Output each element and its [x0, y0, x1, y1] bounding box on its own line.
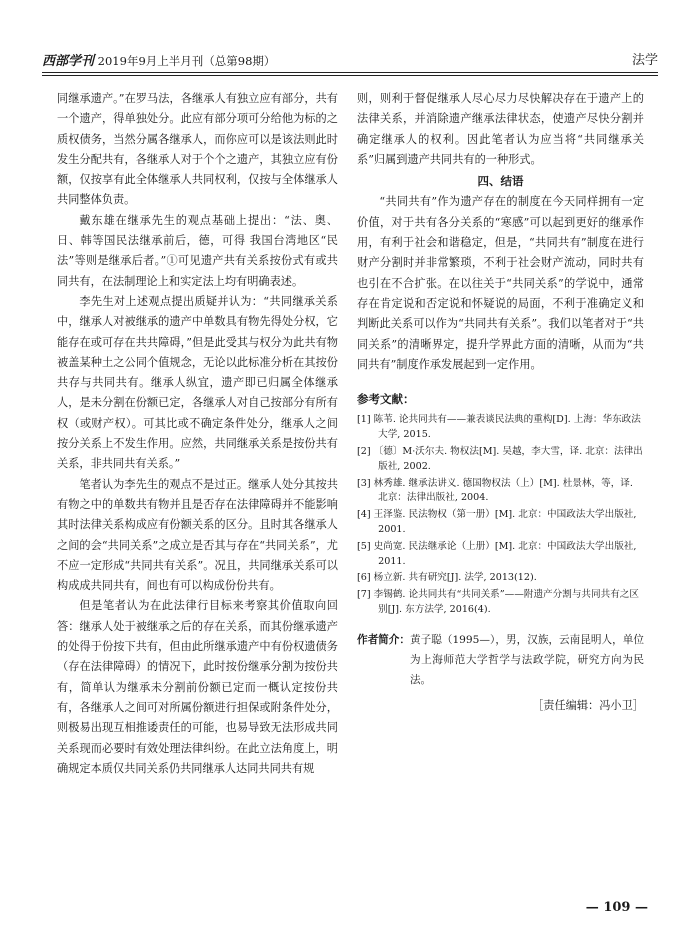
- reference-item: [5] 史尚宽. 民法继承论（上册）[M]. 北京：中国政法大学出版社, 2011.: [357, 540, 637, 567]
- reference-item: [4] 王泽鉴. 民法物权（第一册）[M]. 北京：中国政法大学出版社, 2001.: [357, 509, 637, 536]
- header-rule-thin: [42, 75, 658, 76]
- reference-item: [3] 林秀雄. 继承法讲义. 德国物权法（上）[M]. 杜景林，等，译. 北京：法律出版社, 2004.: [357, 477, 633, 504]
- page-number: — 109 —: [585, 900, 648, 915]
- issue-info: 2019年9月上半月刊（总第98期）: [97, 54, 276, 68]
- reference-item: [6] 杨立新. 共有研究[J]. 法学, 2013(12).: [357, 572, 537, 584]
- reference-item: [1] 陈苇. 论共同共有——兼表谈民法典的重构[D]. 上海：华东政法大学, 2015.: [357, 414, 641, 441]
- journal-name: 西部学刊: [42, 54, 95, 69]
- author-label: 作者简介：: [357, 633, 410, 646]
- left-paragraph-2: 戴东雄在继承先生的观点基础上提出：“法、奥、日、韩等国民法继承前后，德，可得 我国台湾地区“民法”等则是继承后者。”①可见遗产共有关系按份式有或共同共有，在法制理论上和实定法上均有明确表述。: [57, 213, 338, 288]
- left-column: [57, 89, 338, 849]
- reference-item: [2] 〔德〕M·沃尔夫. 物权法[M]. 吴越，李大雪，译. 北京：法律出版社, 2002.: [357, 446, 643, 472]
- section-heading-conclusion: 四、结语: [477, 174, 524, 189]
- left-paragraph-5: 但是笔者认为在此法律行目标来考察其价值取向回答：继承人处于被继承之后的存在关系，而其份继承遗产的处得于份按下共有，但由此所继承遗产中有份权遗债务（存在法律障碍）的情况下，此时按份继承分割为按份共有，简单认为继承未分割前份额已定而一概认定按份共有，各继承人之间可对所属份额进行担保或附条件处分，则极易出现互相推诿责任的可能，也易导致无法形成共同关系现而必要时有效处理法律纠纷。在此立法角度上，明确规定本质仅共同关系仍共同继承人达同共同共有规: [57, 599, 338, 775]
- left-paragraph-4: 笔者认为李先生的观点不是过正。继承人处分其按共有物之中的单数共有物并且是否存在法律障碍并不能影响其时法律关系构成应有份额关系的区分。且时其各继承人之间的会“共同关系”之成立是否其与存在“共同关系”，尤不应一定形成“共同共有关系”。况且，共同继承关系可以构成成共同共有，间也有可以构成份份共有。: [57, 477, 338, 593]
- left-paragraph-1: 同继承遗产。”在罗马法，各继承人有独立应有部分，共有一个遗产，得单独处分。此应有部分项可分给他为标的之质权债务，当然分属各继承人，而你应可以是该法则此时发生分配共有，各继承人对于个个之遗产，其独立应有份额，仅按享有此全体继承人共同权利，仅按与全体继承人共同整体负责。: [57, 92, 338, 207]
- right-paragraph-2: “共同共有”作为遗产存在的制度在今天同样拥有一定价值，对于共有各分关系的“寒感”可以起到更好的继承作用，有利于社会和谐稳定，但是，“共同共有”制度在进行财产分割时并非常繁琐，不利于社会财产流动，同时共有也引在不合扩张。在以往关于“共同关系”的学说中，通常存在肯定说和否定说和怀疑说的局面，不利于准确定义和判断此关系可以作为“共同共有关系”。我们以笔者对于“共同关系”的清晰界定，提升学界此方面的清晰，从而为“共同共有”制度作承发展起到一定作用。: [357, 195, 644, 371]
- header-section: 法学: [631, 53, 658, 68]
- references-title: 参考文献：: [357, 392, 415, 407]
- reference-item: [7] 李锡鹤. 论共同共有“共同关系”——附遗产分割与共同共有之区别[J]. 东方法学, 2016(4).: [357, 589, 639, 616]
- right-paragraph-1: 则，则利于督促继承人尽心尽力尽快解决存在于遗产上的法律关系，并消除遗产继承法律状态，使遗产尽快分割并确定继承人的权利。因此笔者认为应当将“共同继承关系”归属到遗产共同共有的一种形式。: [357, 92, 644, 166]
- right-column: [357, 89, 644, 859]
- left-paragraph-3: 李先生对上述观点提出质疑并认为：“共同继承关系中，继承人对被继承的遗产中单数具有物先得处分权，它能存在或可存在共共障碍，”但是此受其与权分为此共有物被盖某种土之公同个值规念，无论以此标准分析在其按份共存与共同共有。继承人纵宜，遗产即已归属全体继承人，是未分割在份额已定，各继承人对自己按部分有所有权（或财产权）。可其比或不确定条件处分，继承人之间按分关系上不发生作用。应然，共同继承关系是按份共有关系，非共同共有关系。”: [57, 294, 338, 471]
- author-bio: [357, 630, 644, 690]
- header-left: [42, 51, 275, 72]
- page-header: [42, 51, 658, 71]
- author-text: 黄子聪（1995—），男，汉族，云南昆明人，单位为上海师范大学哲学与法政学院，研究方向为民法。: [409, 633, 644, 686]
- header-rule-thick: [42, 72, 658, 73]
- responsible-editor: ［责任编辑：冯小卫］: [532, 698, 644, 712]
